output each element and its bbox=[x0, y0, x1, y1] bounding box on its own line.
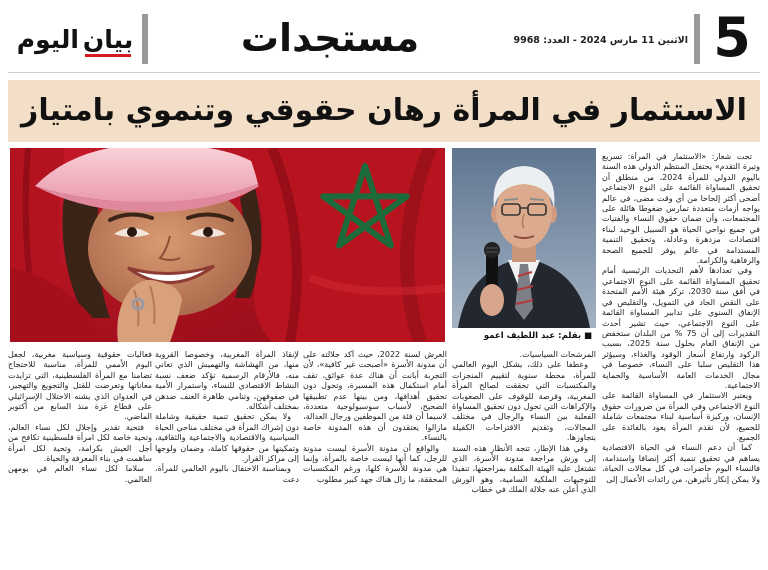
article-column-3 bbox=[303, 350, 447, 556]
paragraph: وفي هذا الإطار، تتجه الأنظار هذه السنة إلى ورش مراجعة مدونة الأسرة، الذي تشتغل عليه الهيئة المكلفة بمراجعتها، تنفيذا للتوجيهات الملكية السامية، وهو الورش الذي أعلن عنه جلالة الملك في خطاب bbox=[452, 443, 596, 495]
featured-photo-art bbox=[10, 148, 445, 342]
logo-word-alyawm: اليوم bbox=[16, 24, 79, 54]
article-byline: ■ بقلم: عبد اللطيف اعمو bbox=[452, 328, 596, 345]
article-column-4 bbox=[155, 350, 299, 556]
author-photo bbox=[452, 148, 596, 345]
article-headline: الاستثمار في المرأة رهان حقوقي وتنموي بامتياز bbox=[21, 93, 747, 128]
newspaper-logo bbox=[14, 16, 136, 62]
paragraph: وفي تعدادها لأهم التحديات الرئيسية أمام تحقيق المساواة القائمة على النوع الاجتماعي في أفق سنة 2030، تركز هيئة الأمم المتحدة على النقص الحاد في التمويل، والتقليص في الإنفاق السنوي على تدابير المساواة القائمة على النوع الاجتماعي، حيث تشير أحدث التقديرات إلى أن 75 % من البلدان ستخفض من الإنفاق العام بحلول سنة 2025، بسبب الركود وارتفاع أسعار الوقود والغذاء، وسيؤثر هذا التقليص سلبا على النساء، خصوصا في مجال الخدمات العامة الأساسية والحماية الاجتماعية. bbox=[602, 266, 760, 390]
paragraph: وعطفا على ذلك، يشكل اليوم العالمي للمرأة، محطة سنوية لتقييم المنجزات والمكتسبات التي تحققت لصالح المرأة المغربية، وفرصة للوقوف على الصعوبات والإكراهات التي تحول دون تحقيق المساواة الفعلية بين النساء والرجال في مختلف المجالات، وتقديم الاقتراحات الكفيلة بتجاوزها. bbox=[452, 360, 596, 443]
header-rule bbox=[8, 72, 760, 73]
paragraph: كما أن دعم النساء في الحياة الاقتصادية يساهم في تحقيق تنمية أكثر إنصافا واستدامة، فالنساء اليوم حاضرات في كل مجالات الحياة، ولا يمكن إنكار تأثيرهن، من رائدات الأعمال إلى bbox=[602, 443, 760, 484]
logo-accent-bar bbox=[85, 54, 131, 57]
date-issue-line: الاثنين 11 مارس 2024 - العدد: 9968 bbox=[513, 35, 688, 46]
section-title: مستجدات bbox=[240, 16, 420, 60]
paragraph: فعاليات حقوقية وسياسية مغربية، لجعل اليوم الأممي للمرأة، مناسبة للاحتجاج تضامنا مع المرأة الفلسطينية، التي تزايدت معاناتها وتعرضت للقتل والتجويع والتهجير، في العدوان الذي يشنه الاحتلال الإسرائيلي على قطاع غزة منذ السابع من أكتوبر الماضي. bbox=[8, 350, 152, 422]
logo-word-bayan bbox=[83, 25, 133, 54]
paragraph: والواقع أن مدونة الأسرة ليست مدونة للرجل، كما أنها ليست خاصة بالمرأة، وإنما هي مدونة للأسرة كلها، ورغم المكتسبات المحققة، ما زال هناك جهد كبير مطلوب bbox=[303, 443, 447, 484]
article-column-5 bbox=[8, 350, 152, 556]
paragraph: العرش لسنة 2022، حيث أكد جلالته على أن مدونة الأسرة «أصبحت غير كافية»، لأن التجربة أبانت أن هناك عدة عوائق، تقف أمام استكمال هذه المسيرة، وتحول دون تحقيق أهدافها، ومن بينها عدم تطبيقها الصحيح، لأسباب سوسيولوجية متعددة، لاسيما أن فئة من الموظفين ورجال العدالة، مازالوا يعتقدون أن هذه المدونة خاصة بالنساء. bbox=[303, 350, 447, 443]
paragraph: لإنقاذ المرأة المغربية، وخصوصا القروية منها، من الهشاشة والتهميش الذي تعاني منه، فالأرقام الرسمية تؤكد ضعف نسبة النشاط الاقتصادي للنساء، واستمرار الأمية في صفوفهن، وتنامي ظاهرة العنف ضدهن بمختلف أشكاله. bbox=[155, 350, 299, 412]
paragraph: وبمناسبة الاحتفال باليوم العالمي للمرأة، دعت bbox=[155, 464, 299, 484]
paragraph: ولا يمكن تحقيق تنمية حقيقية وشاملة دون إشراك المرأة في مختلف مناحي الحياة السياسية والاقتصادية والاجتماعية والثقافية، وتمكينها من حقوقها كاملة، وضمان ولوجها إلى مراكز القرار. bbox=[155, 412, 299, 464]
header-divider-right bbox=[694, 14, 700, 64]
paragraph: فتحية تقدير وإجلال لكل نساء العالم، وتحية خاصة لكل امرأة فلسطينية تكافح من أجل العيش بكرامة، وتحية لكل امرأة ساهمت في بناء المعرفة والحياة. bbox=[8, 422, 152, 464]
author-photo-art bbox=[452, 148, 596, 328]
paragraph: ويعتبر الاستثمار في المساواة القائمة على النوع الاجتماعي وفي المرأة من ضرورات حقوق الإنسان، وركيزة أساسية لبناء مجتمعات شاملة للجميع، لأن تقدم المرأة يعود بالفائدة على الجميع. bbox=[602, 391, 760, 442]
paragraph: المرشحات السياسيات. bbox=[519, 350, 596, 359]
article-column-2 bbox=[452, 350, 596, 556]
paragraph: تحت شعار: «الاستثمار في المرأة: تسريع وتيرة التقدم» يحتفل المنتظم الدولي هذه السنة باليوم الدولي للمرأة 2024، من منطلق أن تحقيق المساواة القائمة على النوع الاجتماعي أضحى أكثر إلحاحا من أي وقت مضى، في عالم يواجه أزمات متعددة تمارس ضغوطا هائلة على المجتمعات، وأن ضمان حقوق النساء والفتيات في جميع نواحي الحياة هو السبيل الوحيد لبناء اقتصادات مزدهرة وعادلة، وتحقيق التنمية المستدامة في عالم يوفر للجميع الصحة والرفاهية والكرامة. bbox=[602, 152, 760, 266]
header-divider-left bbox=[142, 14, 148, 64]
featured-photo bbox=[10, 148, 445, 342]
microphone-head bbox=[484, 242, 500, 258]
page-number: 5 bbox=[713, 6, 751, 69]
article-column-1 bbox=[602, 152, 760, 556]
logo-word-bayan-text: بيان bbox=[82, 24, 134, 54]
author-hand bbox=[480, 284, 504, 316]
paragraph: سلاما لكل نساء العالم في يومهن العالمي. bbox=[8, 464, 152, 484]
headline-band bbox=[8, 80, 760, 142]
